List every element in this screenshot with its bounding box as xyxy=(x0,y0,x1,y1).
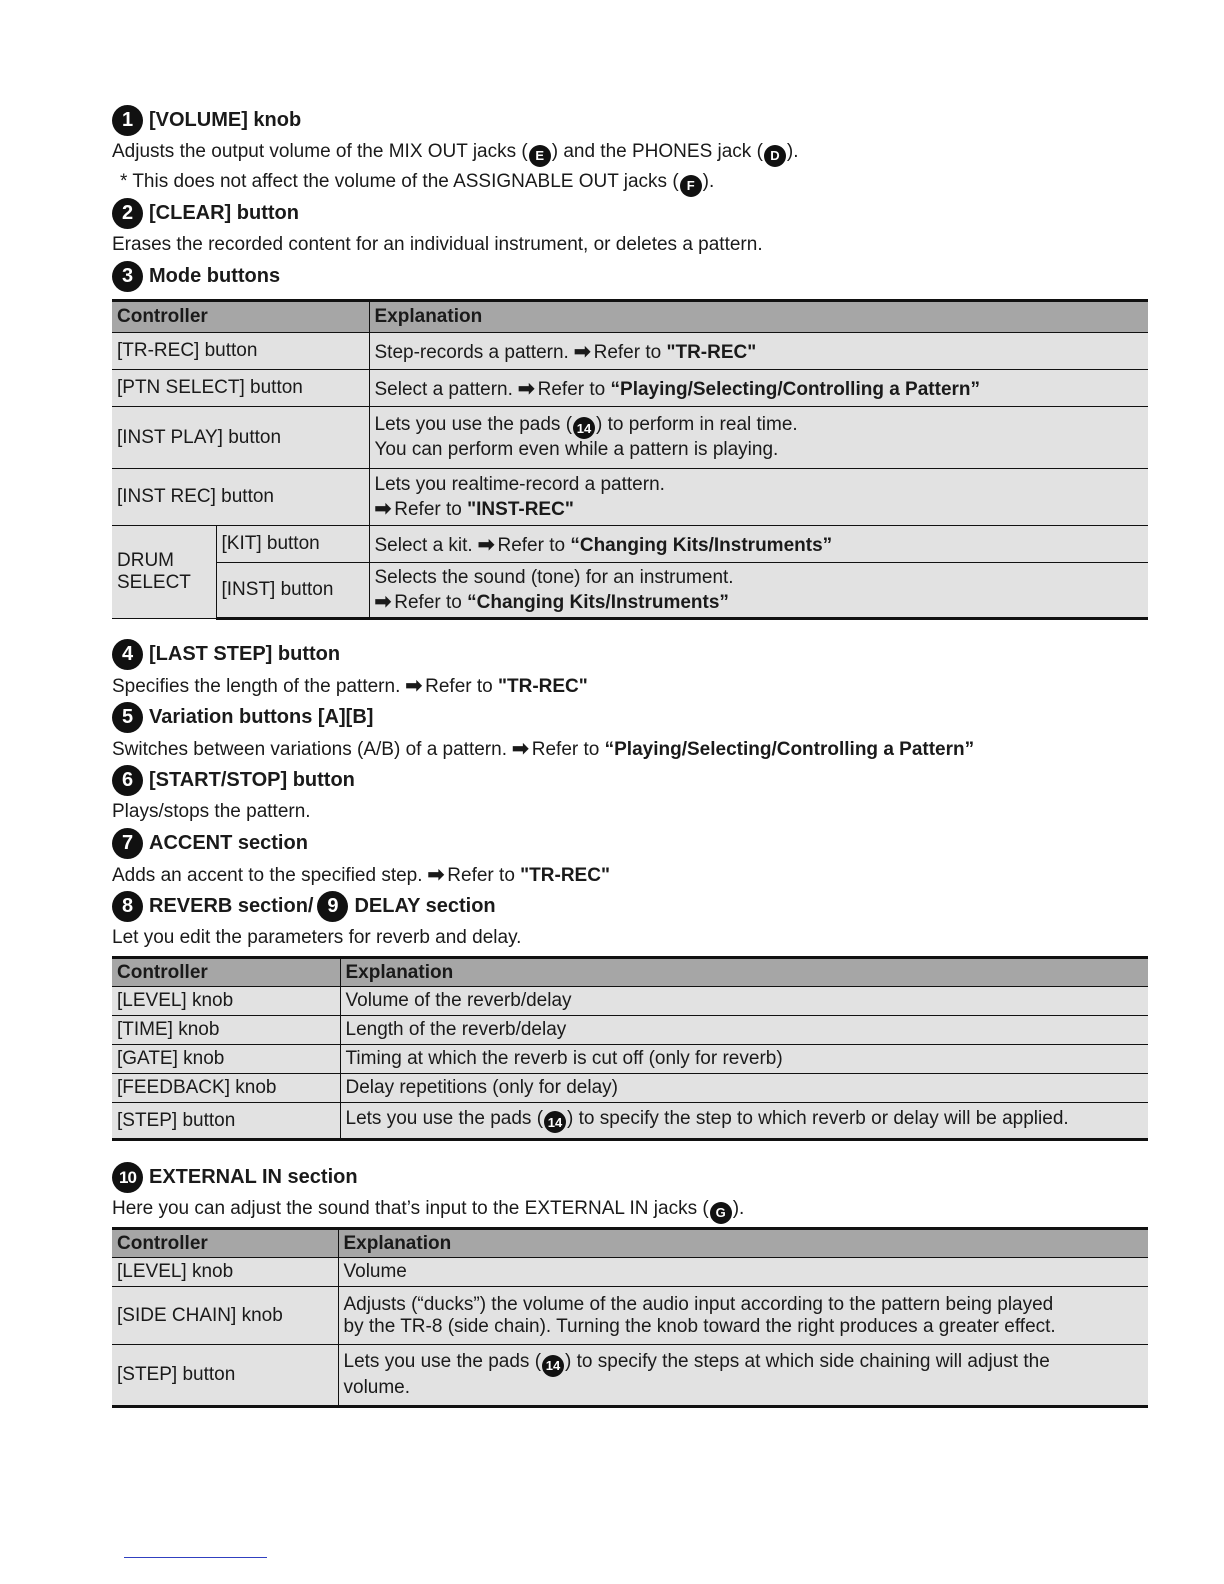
last-step-heading xyxy=(112,638,1148,671)
controller-cell: [KIT] button xyxy=(216,526,369,563)
explanation-cell xyxy=(369,407,1148,469)
delay-title: DELAY section xyxy=(354,895,496,917)
table-row xyxy=(112,1258,1148,1287)
explanation-text: ) to specify the step to which reverb or delay will be applied. xyxy=(567,1107,1069,1129)
reverb-delay-description: Let you edit the parameters for reverb and delay. xyxy=(112,927,522,948)
number-badge-5: 5 xyxy=(112,702,143,733)
start-stop-description: Plays/stops the pattern. xyxy=(112,801,311,822)
refer-to-label: Refer to xyxy=(537,378,606,400)
explanation-cell xyxy=(338,1345,1148,1407)
controller-cell: [STEP] button xyxy=(112,1345,338,1407)
arrow-icon: ➡ xyxy=(477,533,495,556)
explanation-text: Lets you realtime-record a pattern. xyxy=(374,473,665,495)
column-header-controller: Controller xyxy=(112,301,369,333)
number-badge-8: 8 xyxy=(112,891,143,922)
explanation-cell: Volume of the reverb/delay xyxy=(340,987,1148,1016)
explanation-cell xyxy=(369,526,1148,563)
refer-to-label: Refer to xyxy=(447,865,515,886)
refer-to-label: Refer to xyxy=(531,739,600,760)
explanation-cell: Delay repetitions (only for delay) xyxy=(340,1074,1148,1103)
explanation-cell: Timing at which the reverb is cut off (only for reverb) xyxy=(340,1045,1148,1074)
table-row xyxy=(112,1045,1148,1074)
number-badge-10: 10 xyxy=(112,1162,143,1193)
arrow-icon: ➡ xyxy=(511,738,529,760)
variation-buttons-heading xyxy=(112,701,1148,734)
controller-cell: [PTN SELECT] button xyxy=(112,370,369,407)
explanation-text: Adjusts (“ducks”) the volume of the audio input according to the pattern being played xyxy=(343,1293,1054,1315)
mode-buttons-heading xyxy=(112,260,1148,293)
note-text: * This does not affect the volume of the ASSIGNABLE OUT jacks ( xyxy=(120,171,679,192)
desc-text: Adds an accent to the specified step. xyxy=(112,865,423,886)
explanation-cell xyxy=(369,333,1148,370)
desc-text: ). xyxy=(732,1198,745,1219)
number-badge-2: 2 xyxy=(112,198,143,229)
reference-link[interactable]: “Playing/Selecting/Controlling a Pattern” xyxy=(610,378,981,400)
accent-title: ACCENT section xyxy=(149,832,308,854)
mode-buttons-table xyxy=(112,299,1148,620)
number-badge-6: 6 xyxy=(112,765,143,796)
ref-badge-14: 14 xyxy=(544,1111,566,1133)
controller-cell: [INST] button xyxy=(216,563,369,619)
number-badge-1: 1 xyxy=(112,105,143,136)
arrow-icon: ➡ xyxy=(517,377,535,400)
mode-buttons-title: Mode buttons xyxy=(149,265,281,287)
table-row xyxy=(112,1345,1148,1407)
table-row xyxy=(112,987,1148,1016)
reference-link[interactable]: “Changing Kits/Instruments” xyxy=(570,534,833,556)
refer-to-label: Refer to xyxy=(394,591,462,613)
footer-rule xyxy=(124,1557,267,1558)
ref-badge-14: 14 xyxy=(542,1355,564,1377)
last-step-description xyxy=(112,671,1148,701)
refer-to-label: Refer to xyxy=(394,498,462,520)
column-header-explanation: Explanation xyxy=(340,958,1148,987)
controller-cell: [INST REC] button xyxy=(112,469,369,526)
table-row xyxy=(112,1016,1148,1045)
controller-cell: [SIDE CHAIN] knob xyxy=(112,1287,338,1345)
table-row xyxy=(112,469,1148,526)
ref-badge-g: G xyxy=(710,1202,732,1224)
reverb-delay-table xyxy=(112,956,1148,1141)
controller-cell: [INST PLAY] button xyxy=(112,407,369,469)
refer-to-label: Refer to xyxy=(593,341,662,363)
ref-badge-e: E xyxy=(529,145,551,167)
reverb-delay-heading xyxy=(112,890,1148,923)
number-badge-7: 7 xyxy=(112,828,143,859)
arrow-icon: ➡ xyxy=(427,864,445,886)
explanation-text: Select a kit. xyxy=(374,534,473,556)
explanation-text: by the TR-8 (side chain). Turning the knob toward the right produces a greater effect. xyxy=(343,1315,1056,1337)
explanation-text: ) to perform in real time. xyxy=(596,413,798,435)
ref-badge-f: F xyxy=(680,175,702,197)
arrow-icon: ➡ xyxy=(374,590,392,613)
controller-cell: [LEVEL] knob xyxy=(112,1258,338,1287)
explanation-text: Lets you use the pads ( xyxy=(374,413,573,435)
table-row xyxy=(112,1287,1148,1345)
ref-badge-14: 14 xyxy=(573,417,595,439)
explanation-text: You can perform even while a pattern is playing. xyxy=(374,439,779,461)
reference-link[interactable]: “Playing/Selecting/Controlling a Pattern” xyxy=(604,739,975,760)
desc-text: Adjusts the output volume of the MIX OUT jacks ( xyxy=(112,141,528,162)
explanation-text: Lets you use the pads ( xyxy=(345,1107,544,1129)
reference-link[interactable]: “Changing Kits/Instruments” xyxy=(467,591,729,613)
desc-text: ). xyxy=(786,141,799,162)
last-step-title: [LAST STEP] button xyxy=(149,643,341,665)
start-stop-title: [START/STOP] button xyxy=(149,769,355,791)
explanation-cell xyxy=(338,1287,1148,1345)
explanation-cell xyxy=(340,1103,1148,1140)
explanation-cell xyxy=(369,563,1148,619)
reverb-title: REVERB section/ xyxy=(149,895,314,917)
controller-cell: [LEVEL] knob xyxy=(112,987,340,1016)
controller-cell: [TIME] knob xyxy=(112,1016,340,1045)
table-row xyxy=(112,370,1148,407)
column-header-controller: Controller xyxy=(112,958,340,987)
desc-text: Switches between variations (A/B) of a pattern. xyxy=(112,739,507,760)
volume-knob-description xyxy=(112,137,1148,167)
number-badge-3: 3 xyxy=(112,261,143,292)
desc-text: Here you can adjust the sound that’s input to the EXTERNAL IN jacks ( xyxy=(112,1198,709,1219)
number-badge-4: 4 xyxy=(112,639,143,670)
external-in-heading xyxy=(112,1161,1148,1194)
explanation-text: Lets you use the pads ( xyxy=(343,1351,542,1373)
explanation-text: Selects the sound (tone) for an instrument. xyxy=(374,566,734,588)
accent-heading xyxy=(112,827,1148,860)
accent-description xyxy=(112,860,1148,890)
refer-to-label: Refer to xyxy=(425,676,493,697)
controller-cell: [STEP] button xyxy=(112,1103,340,1140)
drum-select-label: SELECT xyxy=(117,572,191,593)
explanation-text: Step-records a pattern. xyxy=(374,341,569,363)
column-header-explanation: Explanation xyxy=(369,301,1148,333)
clear-button-description: Erases the recorded content for an individual instrument, or deletes a pattern. xyxy=(112,234,763,255)
explanation-cell xyxy=(369,370,1148,407)
variation-buttons-title: Variation buttons [A][B] xyxy=(149,706,374,728)
reference-link[interactable]: "INST-REC" xyxy=(467,498,574,520)
volume-knob-title: [VOLUME] knob xyxy=(149,109,302,131)
column-header-controller: Controller xyxy=(112,1229,338,1258)
desc-text: ) and the PHONES jack ( xyxy=(551,141,763,162)
controller-cell: [TR-REC] button xyxy=(112,333,369,370)
arrow-icon: ➡ xyxy=(573,340,591,363)
explanation-cell: Length of the reverb/delay xyxy=(340,1016,1148,1045)
desc-text: Specifies the length of the pattern. xyxy=(112,676,401,697)
reference-link[interactable]: "TR-REC" xyxy=(666,341,757,363)
drum-select-label: DRUM xyxy=(117,550,174,571)
drum-select-cell xyxy=(112,526,216,619)
external-in-description xyxy=(112,1194,1148,1224)
explanation-cell: Volume xyxy=(338,1258,1148,1287)
explanation-text: ) to specify the steps at which side chaining will adjust the xyxy=(565,1351,1050,1373)
reference-link[interactable]: "TR-REC" xyxy=(520,865,610,886)
arrow-icon: ➡ xyxy=(374,497,392,520)
refer-to-label: Refer to xyxy=(497,534,566,556)
volume-knob-heading xyxy=(112,104,1148,137)
volume-knob-note xyxy=(112,167,1148,197)
table-row xyxy=(112,563,1148,619)
explanation-text: Select a pattern. xyxy=(374,378,513,400)
reference-link[interactable]: "TR-REC" xyxy=(498,676,588,697)
variation-buttons-description xyxy=(112,734,1148,764)
arrow-icon: ➡ xyxy=(405,675,423,697)
table-row xyxy=(112,1074,1148,1103)
external-in-table xyxy=(112,1227,1148,1408)
clear-button-heading xyxy=(112,197,1148,230)
controller-cell: [FEEDBACK] knob xyxy=(112,1074,340,1103)
manual-page xyxy=(112,104,1148,1408)
note-text: ). xyxy=(702,171,715,192)
number-badge-9: 9 xyxy=(317,891,348,922)
table-row xyxy=(112,333,1148,370)
table-row xyxy=(112,407,1148,469)
explanation-cell xyxy=(369,469,1148,526)
table-row xyxy=(112,526,1148,563)
controller-cell: [GATE] knob xyxy=(112,1045,340,1074)
external-in-title: EXTERNAL IN section xyxy=(149,1166,358,1188)
clear-button-title: [CLEAR] button xyxy=(149,202,299,224)
table-row xyxy=(112,1103,1148,1140)
ref-badge-d: D xyxy=(764,145,786,167)
column-header-explanation: Explanation xyxy=(338,1229,1148,1258)
explanation-text: volume. xyxy=(343,1376,411,1398)
start-stop-heading xyxy=(112,764,1148,797)
